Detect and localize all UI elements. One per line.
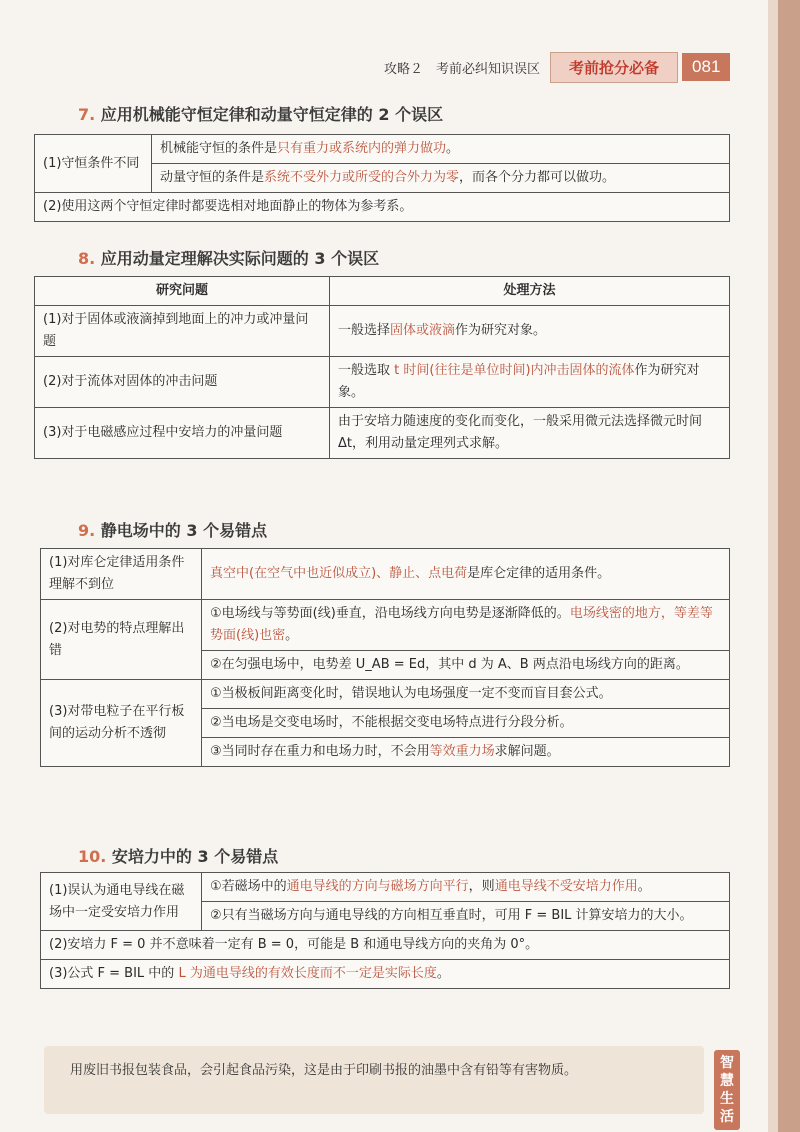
s9-r3-a: ①当极板间距离变化时，错误地认为电场强度一定不变而盲目套公式。 bbox=[202, 680, 730, 709]
s10-r3: (3)公式 F = BIL 中的 L 为通电导线的有效长度而不一定是实际长度。 bbox=[41, 960, 730, 989]
section10-table bbox=[40, 872, 730, 989]
s9-r3-label: (3)对带电粒子在平行板间的运动分析不透彻 bbox=[41, 680, 202, 767]
s10-r1-b: ②只有当磁场方向与通电导线的方向相互垂直时，可用 F = BIL 计算安培力的大小。 bbox=[202, 902, 730, 931]
s10-r1-a: ①若磁场中的通电导线的方向与磁场方向平行，则通电导线不受安培力作用。 bbox=[202, 873, 730, 902]
s8-col2: 处理方法 bbox=[330, 277, 730, 306]
section7-table bbox=[34, 134, 730, 222]
s9-r3-c: ③当同时存在重力和电场力时，不会用等效重力场求解问题。 bbox=[202, 738, 730, 767]
s7-row1-a: 机械能守恒的条件是只有重力或系统内的弹力做功。 bbox=[152, 135, 730, 164]
section8-title: 8. 应用动量定理解决实际问题的 3 个误区 bbox=[78, 249, 380, 268]
side-tag: 智慧生活 bbox=[714, 1050, 740, 1130]
s9-r2-a: ①电场线与等势面(线)垂直，沿电场线方向电势是逐渐降低的。电场线密的地方，等差等势面(线)也密。 bbox=[202, 600, 730, 651]
s9-r3-b: ②当电场是交变电场时，不能根据交变电场特点进行分段分析。 bbox=[202, 709, 730, 738]
tip-text: 用废旧书报包装食品，会引起食品污染，这是由于印刷书报的油墨中含有铅等有害物质。 bbox=[70, 1063, 578, 1078]
section-badge: 考前抢分必备 bbox=[550, 52, 678, 83]
page-header bbox=[384, 52, 730, 82]
s8-r2-q: (2)对于流体对固体的冲击问题 bbox=[35, 357, 330, 408]
s8-r1-q: (1)对于固体或液滴掉到地面上的冲力或冲量问题 bbox=[35, 306, 330, 357]
strategy-label: 攻略２ 考前必纠知识误区 bbox=[384, 61, 541, 77]
s10-r2: (2)安培力 F = 0 并不意味着一定有 B = 0，可能是 B 和通电导线方向的夹角为 0°。 bbox=[41, 931, 730, 960]
s8-r2-a: 一般选取 t 时间(往往是单位时间)内冲击固体的流体作为研究对象。 bbox=[330, 357, 730, 408]
s7-row2: (2)使用这两个守恒定律时都要选相对地面静止的物体为参考系。 bbox=[35, 193, 730, 222]
s10-r1-label: (1)误认为通电导线在磁场中一定受安培力作用 bbox=[41, 873, 202, 931]
s7-row1-b: 动量守恒的条件是系统不受外力或所受的合外力为零，而各个分力都可以做功。 bbox=[152, 164, 730, 193]
section9-title: 9. 静电场中的 3 个易错点 bbox=[78, 521, 268, 540]
page-number: 081 bbox=[682, 53, 730, 81]
page-edge bbox=[768, 0, 778, 1132]
s9-r2-label: (2)对电势的特点理解出错 bbox=[41, 600, 202, 680]
s7-row1-label: (1)守恒条件不同 bbox=[35, 135, 152, 193]
page-edge-band bbox=[778, 0, 800, 1132]
s8-r3-a: 由于安培力随速度的变化而变化，一般采用微元法选择微元时间 Δt，利用动量定理列式求解。 bbox=[330, 408, 730, 459]
section10-title: 10. 安培力中的 3 个易错点 bbox=[78, 847, 279, 866]
section7-title: 7. 应用机械能守恒定律和动量守恒定律的 2 个误区 bbox=[78, 105, 444, 124]
s8-col1: 研究问题 bbox=[35, 277, 330, 306]
s8-r1-a: 一般选择固体或液滴作为研究对象。 bbox=[330, 306, 730, 357]
section9-table bbox=[40, 548, 730, 767]
s9-r1-label: (1)对库仑定律适用条件理解不到位 bbox=[41, 549, 202, 600]
s8-r3-q: (3)对于电磁感应过程中安培力的冲量问题 bbox=[35, 408, 330, 459]
s9-r1-a: 真空中(在空气中也近似成立)、静止、点电荷是库仑定律的适用条件。 bbox=[202, 549, 730, 600]
section8-table bbox=[34, 276, 730, 459]
s9-r2-b: ②在匀强电场中，电势差 U_AB = Ed，其中 d 为 A、B 两点沿电场线方向的距离。 bbox=[202, 651, 730, 680]
